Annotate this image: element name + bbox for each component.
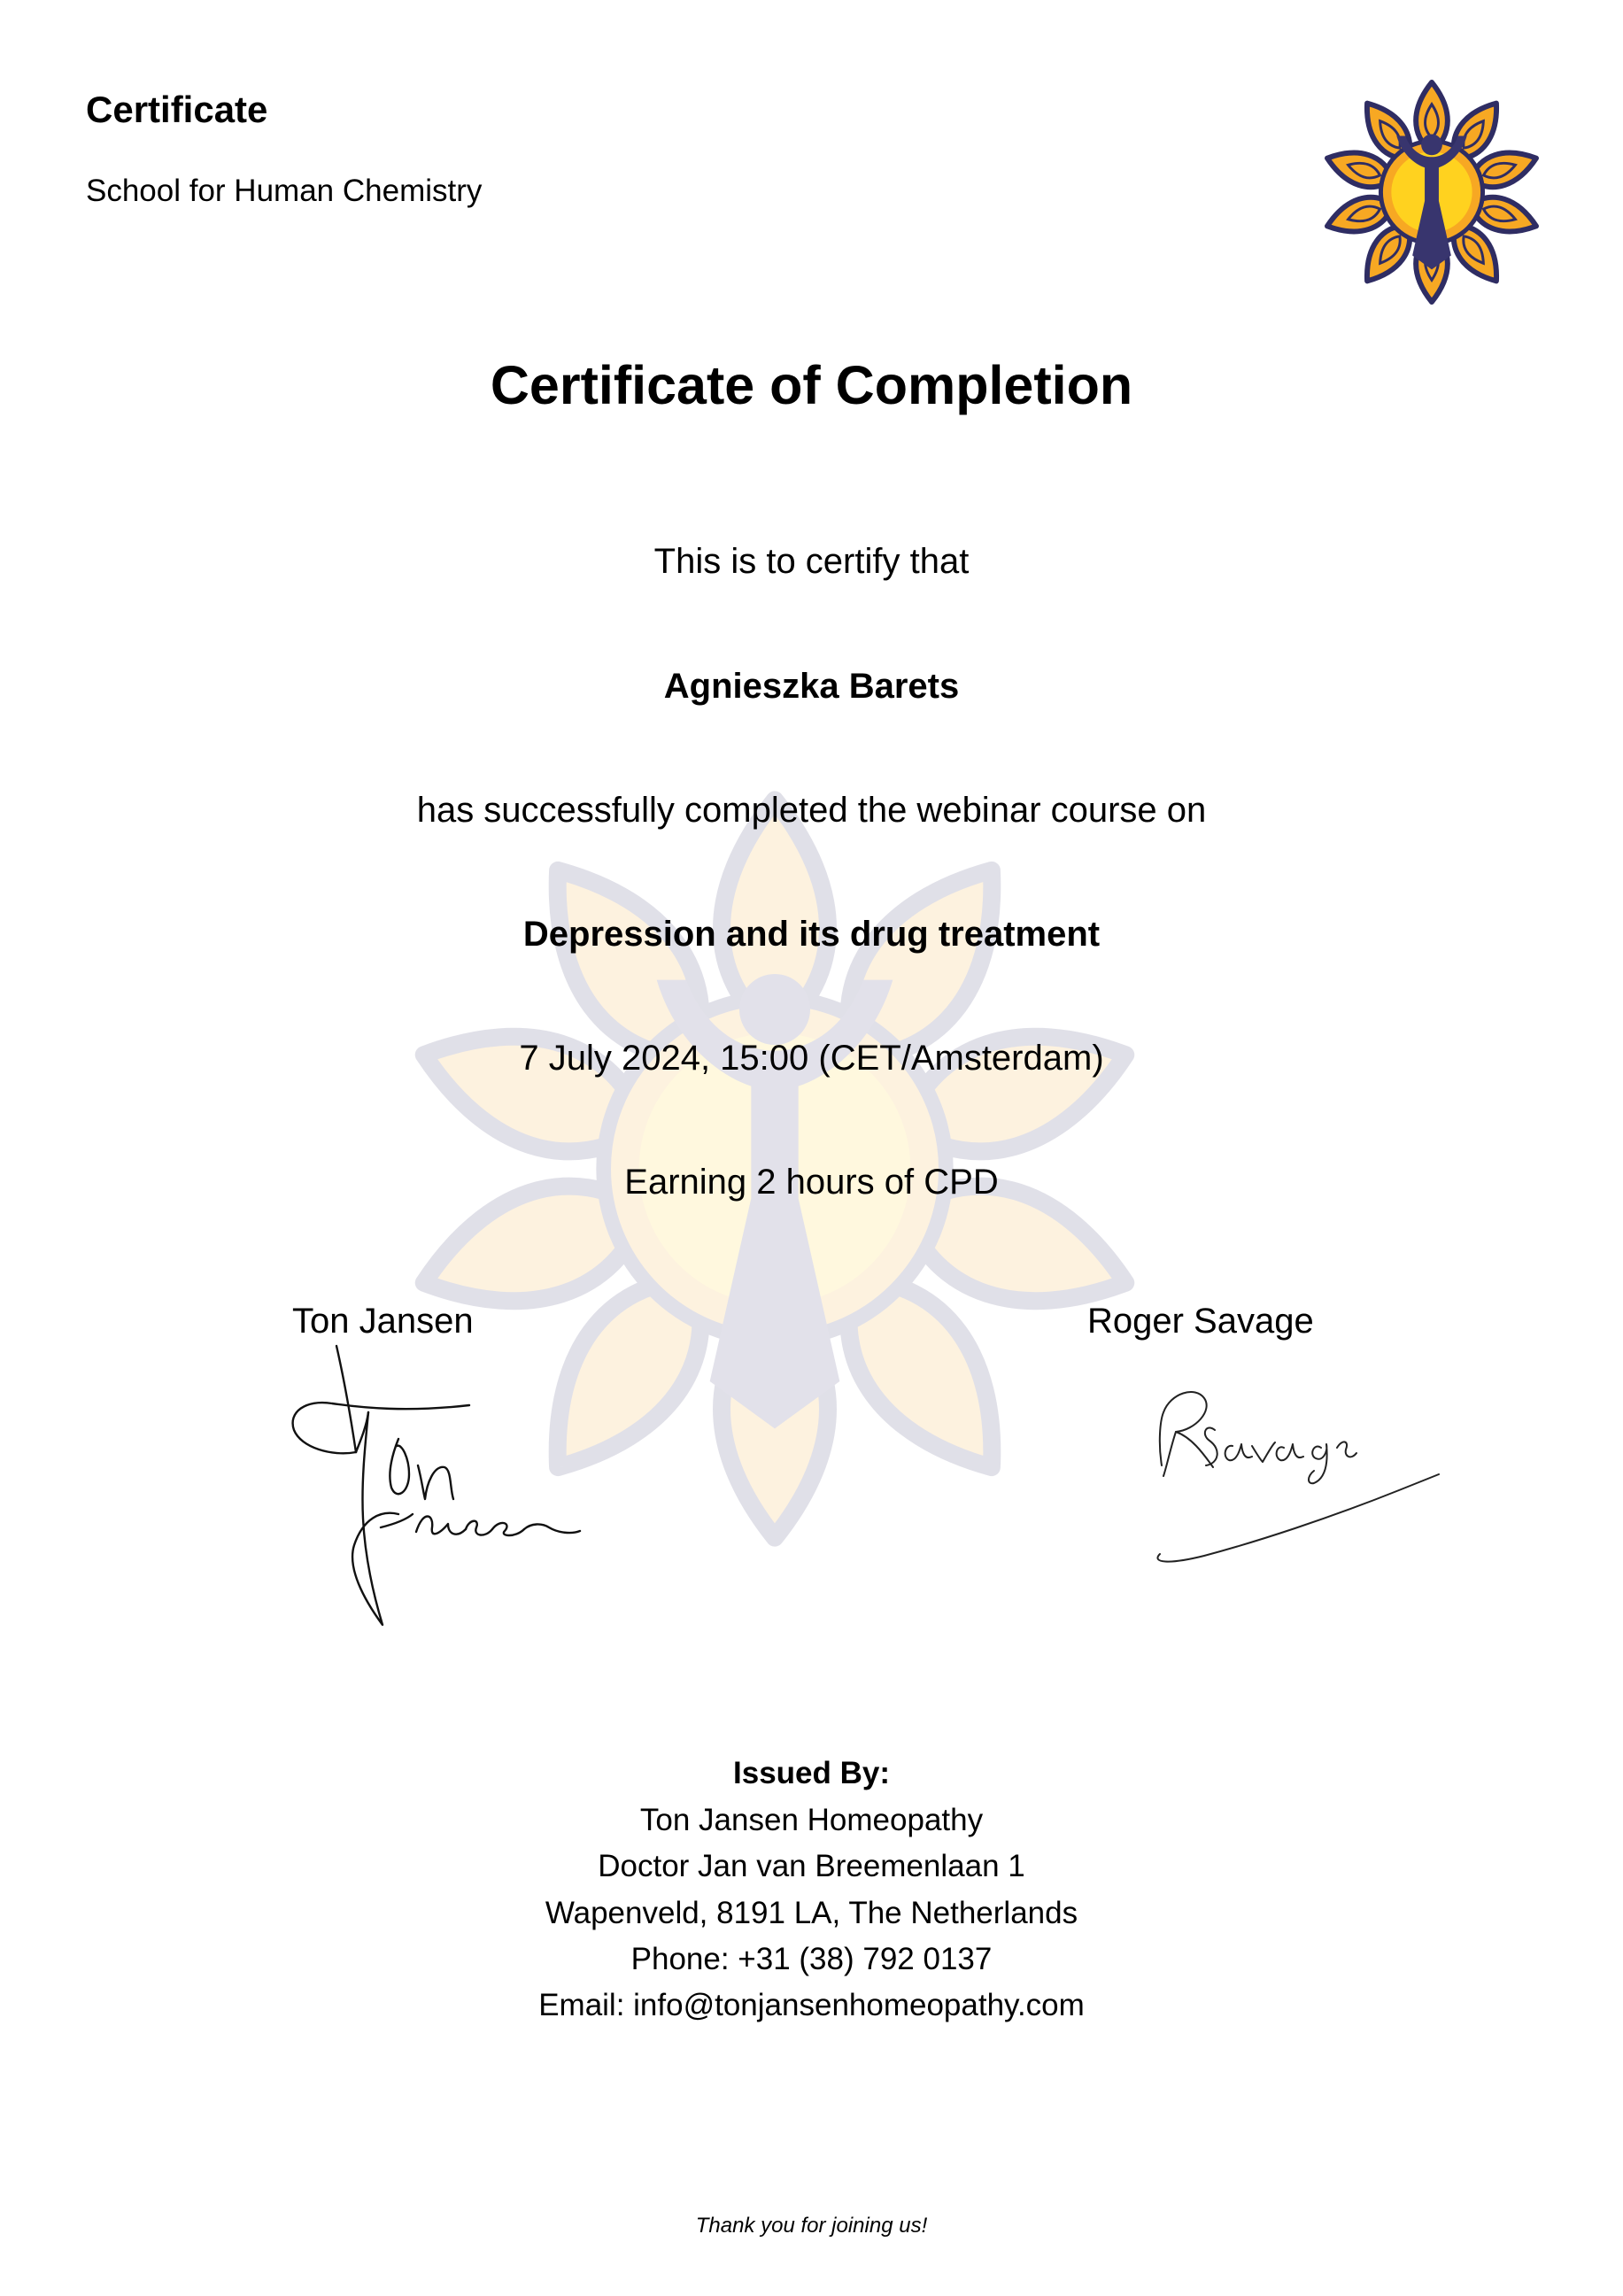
issuer-name: Ton Jansen Homeopathy xyxy=(639,1803,984,1837)
issuer-address-line1: Doctor Jan van Breemenlaan 1 xyxy=(598,1849,1025,1883)
issuer-email: Email: info@tonjansenhomeopathy.com xyxy=(538,1988,1085,2022)
certificate-label: Certificate xyxy=(86,89,268,130)
issuer-phone: Phone: +31 (38) 792 0137 xyxy=(630,1942,993,1976)
signatory-name-left: Ton Jansen xyxy=(292,1302,474,1341)
organization-name: School for Human Chemistry xyxy=(86,174,483,208)
footer-thank-you: Thank you for joining us! xyxy=(695,2214,928,2238)
issued-by-label: Issued By: xyxy=(733,1756,890,1790)
signatory-name-right: Roger Savage xyxy=(1087,1302,1314,1341)
recipient-name: Agnieszka Barets xyxy=(663,667,960,706)
completion-statement: has successfully completed the webinar course on xyxy=(416,791,1207,830)
course-date-time: 7 July 2024, 15:00 (CET/Amsterdam) xyxy=(519,1039,1104,1078)
signature-ton-jansen xyxy=(283,1341,584,1634)
certificate-title: Certificate of Completion xyxy=(490,355,1133,415)
course-title: Depression and its drug treatment xyxy=(522,915,1101,954)
issuer-address-line2: Wapenveld, 8191 LA, The Netherlands xyxy=(545,1896,1078,1930)
signature-roger-savage xyxy=(1151,1368,1443,1581)
school-logo-icon xyxy=(1313,73,1550,311)
certify-statement: This is to certify that xyxy=(653,542,970,581)
cpd-hours: Earning 2 hours of CPD xyxy=(624,1163,999,1202)
